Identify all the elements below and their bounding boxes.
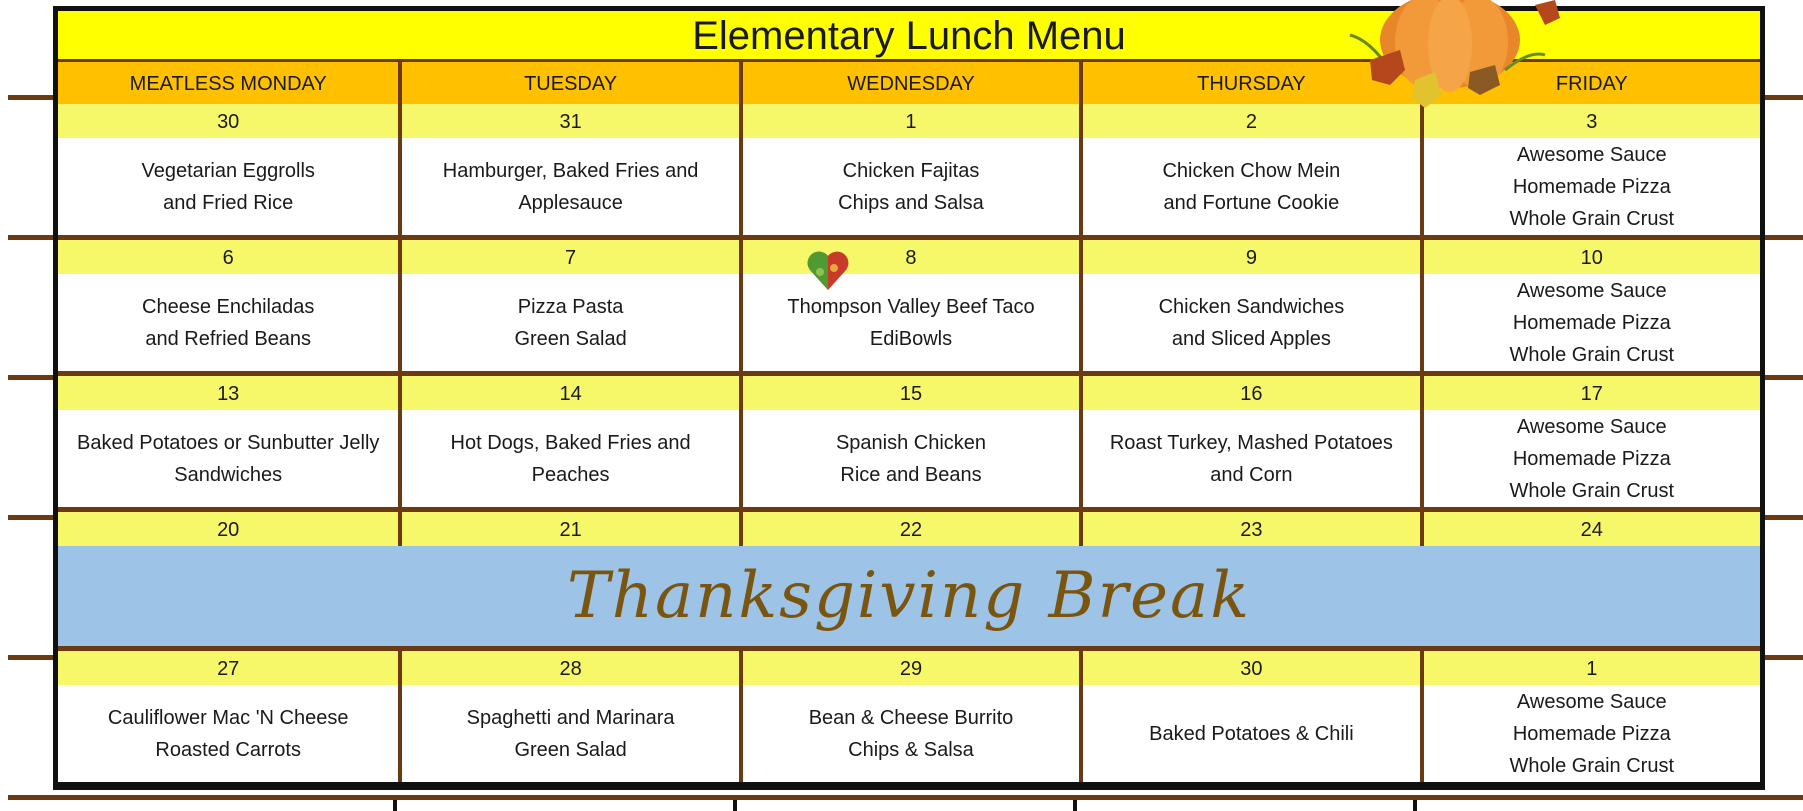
meal-cell <box>739 410 1079 507</box>
meal-line: Cheese Enchiladas <box>142 295 315 318</box>
table-bottom-border <box>58 782 1760 790</box>
date-cell: 7 <box>398 240 738 274</box>
meal-line: and Fried Rice <box>163 191 294 214</box>
meal-line: Rice and Beans <box>840 463 982 486</box>
date-cell: 23 <box>1079 512 1419 546</box>
week-block <box>58 235 1760 371</box>
date-cell: 2 <box>1079 104 1419 138</box>
meal-line: Whole Grain Crust <box>1509 479 1675 502</box>
date-cell: 31 <box>398 104 738 138</box>
date-cell: 17 <box>1420 376 1760 410</box>
date-cell: 30 <box>1079 651 1419 685</box>
lunch-menu-calendar <box>53 6 1765 790</box>
meal-line: Bean & Cheese Burrito <box>808 706 1014 729</box>
date-cell: 9 <box>1079 240 1419 274</box>
meal-line: Green Salad <box>514 327 627 350</box>
meal-line: Applesauce <box>518 191 623 214</box>
meal-cell <box>1079 138 1419 235</box>
meal-cell <box>58 274 398 371</box>
meal-row <box>58 138 1760 235</box>
date-cell: 27 <box>58 651 398 685</box>
leaf-icon <box>1370 50 1405 85</box>
date-cell: 28 <box>398 651 738 685</box>
meal-line: Homemade Pizza <box>1512 311 1671 334</box>
meal-line: Homemade Pizza <box>1512 175 1671 198</box>
meal-line: Hot Dogs, Baked Fries and <box>450 431 691 454</box>
meal-line: and Sliced Apples <box>1171 327 1331 350</box>
meal-line: Chicken Chow Mein <box>1162 159 1341 182</box>
weekday-header: TUESDAY <box>398 59 738 104</box>
meal-cell <box>1079 685 1419 782</box>
meal-line: Sandwiches <box>174 463 283 486</box>
holiday-banner: Thanksgiving Break <box>58 546 1760 646</box>
date-cell: 29 <box>739 651 1079 685</box>
week-block <box>58 104 1760 235</box>
vegetable-heart-icon <box>804 246 852 294</box>
meal-line: Hamburger, Baked Fries and <box>442 159 699 182</box>
meal-cell <box>1420 138 1760 235</box>
divider-rule <box>8 795 1803 800</box>
date-cell: 13 <box>58 376 398 410</box>
week-block <box>58 371 1760 507</box>
meal-line: Thompson Valley Beef Taco <box>787 295 1035 318</box>
date-cell: 15 <box>739 376 1079 410</box>
meal-line: Green Salad <box>514 738 627 761</box>
pumpkin-icon <box>1330 0 1570 115</box>
date-cell: 1 <box>1420 651 1760 685</box>
meal-cell <box>1079 274 1419 371</box>
week-block <box>58 646 1760 782</box>
meal-line: Baked Potatoes & Chili <box>1149 722 1354 745</box>
meal-line: Cauliflower Mac 'N Cheese <box>107 706 349 729</box>
meal-line: Whole Grain Crust <box>1509 343 1675 366</box>
meal-row <box>58 410 1760 507</box>
meal-cell <box>398 274 738 371</box>
meal-cell <box>58 410 398 507</box>
weekday-header: THURSDAY <box>1079 59 1419 104</box>
date-row <box>58 512 1760 546</box>
meal-cell <box>398 410 738 507</box>
date-cell: 22 <box>739 512 1079 546</box>
meal-line: and Refried Beans <box>145 327 312 350</box>
meal-line: Chicken Sandwiches <box>1158 295 1345 318</box>
meal-cell <box>1420 410 1760 507</box>
meal-cell <box>739 274 1079 371</box>
meal-line: Awesome Sauce <box>1516 415 1667 438</box>
date-row <box>58 240 1760 274</box>
date-cell: 6 <box>58 240 398 274</box>
meal-line: Roast Turkey, Mashed Potatoes <box>1109 431 1393 454</box>
meal-row <box>58 685 1760 782</box>
meal-line: Spanish Chicken <box>835 431 987 454</box>
date-cell: 1 <box>739 104 1079 138</box>
date-cell: 8 <box>739 240 1079 274</box>
date-cell: 30 <box>58 104 398 138</box>
meal-cell <box>739 138 1079 235</box>
meal-line: Baked Potatoes or Sunbutter Jelly <box>76 431 380 454</box>
week-block <box>58 507 1760 646</box>
meal-line: Peaches <box>531 463 610 486</box>
date-cell: 14 <box>398 376 738 410</box>
date-cell: 24 <box>1420 512 1760 546</box>
weekday-header: WEDNESDAY <box>739 59 1079 104</box>
meal-line: Awesome Sauce <box>1516 143 1667 166</box>
meal-line: EdiBowls <box>869 327 953 350</box>
weekday-header: FRIDAY <box>1420 59 1760 104</box>
leaf-icon <box>1535 0 1560 25</box>
meal-line: Whole Grain Crust <box>1509 754 1675 777</box>
date-cell: 3 <box>1420 104 1760 138</box>
meal-cell <box>398 138 738 235</box>
meal-line: Chips & Salsa <box>848 738 974 761</box>
menu-title: Elementary Lunch Menu <box>58 11 1760 59</box>
date-cell: 10 <box>1420 240 1760 274</box>
meal-line: Whole Grain Crust <box>1509 207 1675 230</box>
meal-cell <box>1420 274 1760 371</box>
meal-line: Spaghetti and Marinara <box>466 706 675 729</box>
meal-cell <box>58 138 398 235</box>
meal-cell <box>398 685 738 782</box>
date-cell: 21 <box>398 512 738 546</box>
meal-cell <box>58 685 398 782</box>
meal-cell <box>739 685 1079 782</box>
date-cell: 20 <box>58 512 398 546</box>
meal-line: Roasted Carrots <box>155 738 301 761</box>
meal-line: Homemade Pizza <box>1512 722 1671 745</box>
meal-line: Chicken Fajitas <box>842 159 980 182</box>
column-stub <box>733 800 737 811</box>
weeks-container <box>58 104 1760 782</box>
meal-cell <box>1079 410 1419 507</box>
date-row <box>58 376 1760 410</box>
column-stub <box>393 800 397 811</box>
meal-row <box>58 274 1760 371</box>
column-stub <box>1073 800 1077 811</box>
meal-line: and Corn <box>1210 463 1293 486</box>
meal-cell <box>1420 685 1760 782</box>
date-cell: 16 <box>1079 376 1419 410</box>
meal-line: Awesome Sauce <box>1516 690 1667 713</box>
meal-line: Chips and Salsa <box>838 191 984 214</box>
weekday-header: MEATLESS MONDAY <box>58 59 398 104</box>
column-stub <box>1413 800 1417 811</box>
meal-line: Homemade Pizza <box>1512 447 1671 470</box>
meal-line: Pizza Pasta <box>517 295 624 318</box>
meal-line: and Fortune Cookie <box>1163 191 1340 214</box>
meal-line: Vegetarian Eggrolls <box>141 159 315 182</box>
date-row <box>58 651 1760 685</box>
meal-line: Awesome Sauce <box>1516 279 1667 302</box>
